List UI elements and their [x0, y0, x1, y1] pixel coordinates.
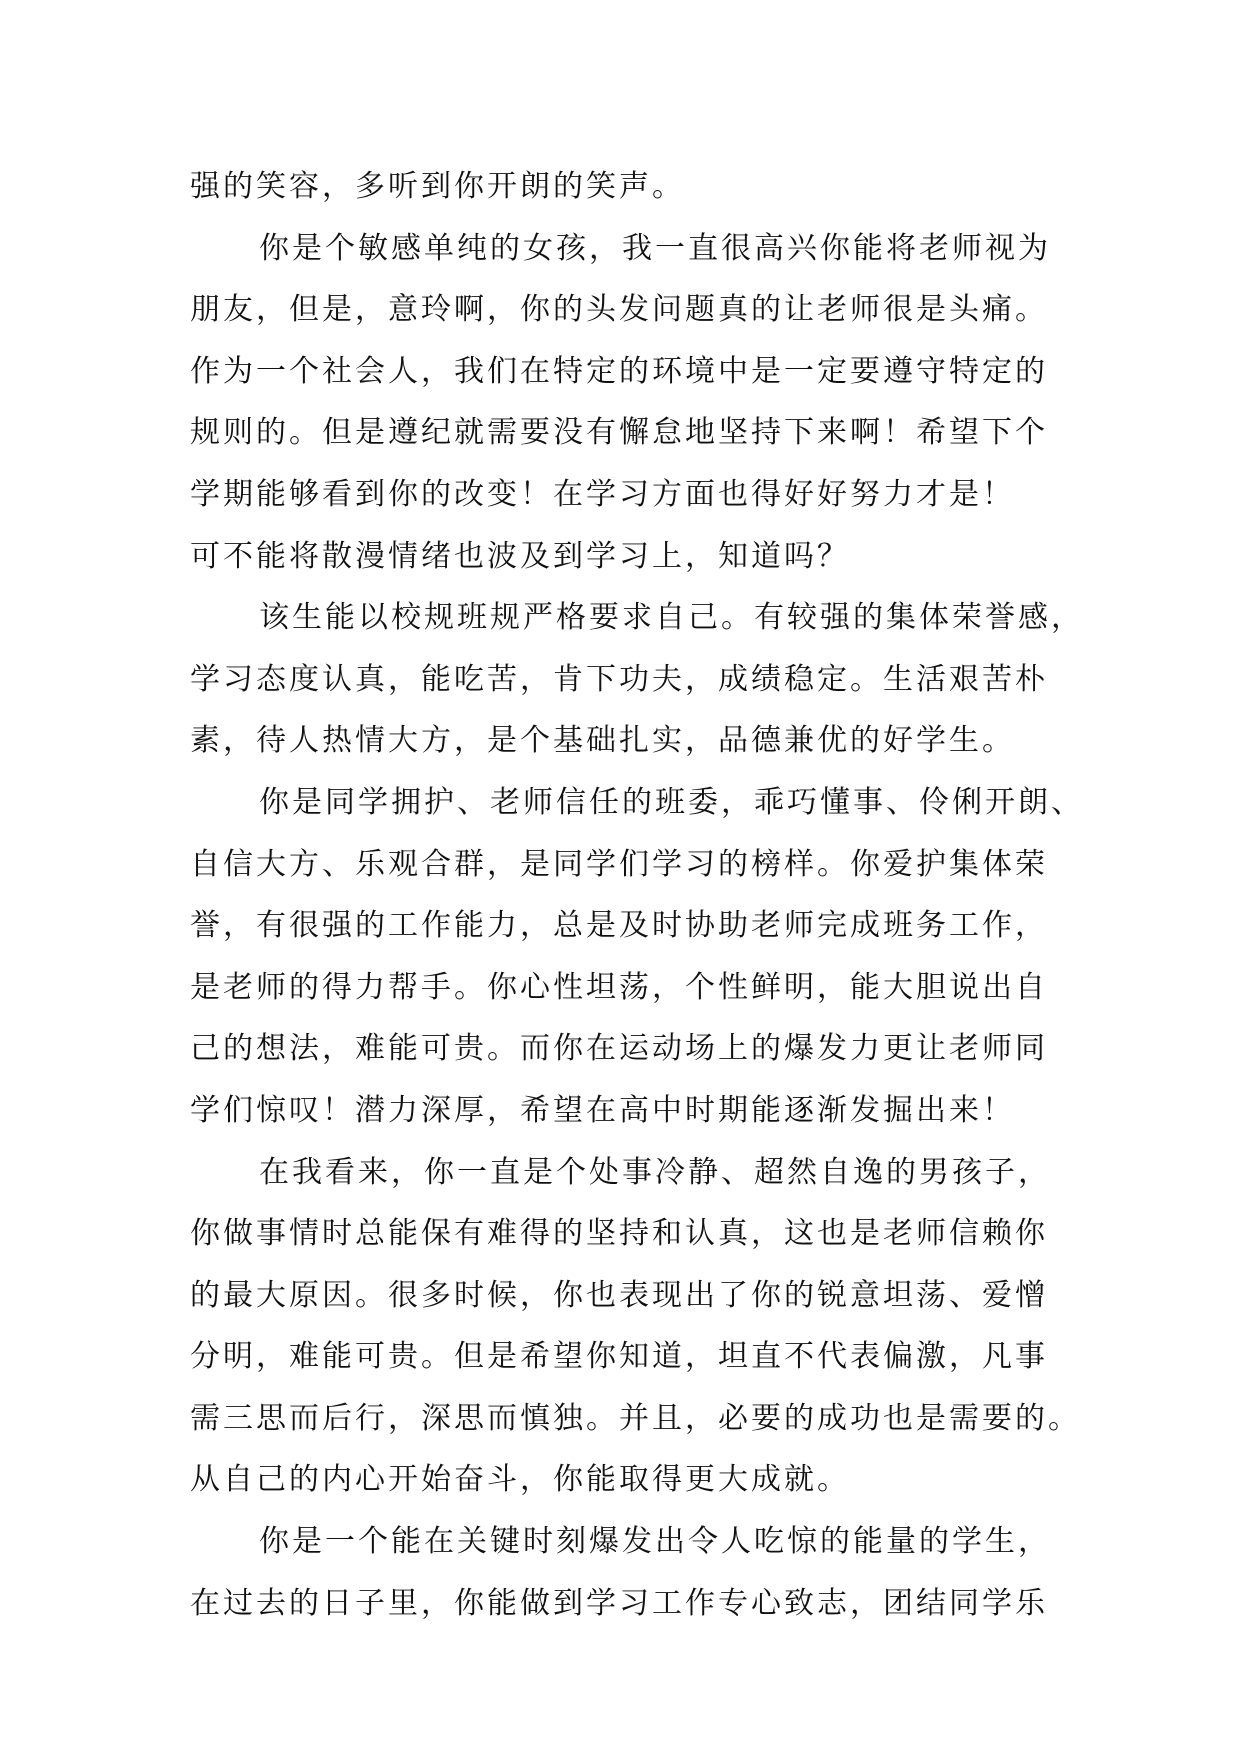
text-line: 学期能够看到你的改变！在学习方面也得好好努力才是！: [190, 476, 1015, 512]
text-line: 学习态度认真，能吃苦，肯下功夫，成绩稳定。生活艰苦朴: [190, 661, 1048, 697]
text-line: 分明，难能可贵。但是希望你知道，坦直不代表偏激，凡事: [190, 1339, 1048, 1375]
text-line: 规则的。但是遵纪就需要没有懈怠地坚持下来啊！希望下个: [190, 415, 1048, 451]
text-line: 朋友，但是，意玲啊，你的头发问题真的让老师很是头痛。: [190, 292, 1048, 328]
text-line: 素，待人热情大方，是个基础扎实，品德兼优的好学生。: [190, 723, 1015, 759]
text-line: 自信大方、乐观合群，是同学们学习的榜样。你爱护集体荣: [190, 846, 1048, 882]
document-body: [190, 156, 1084, 1634]
text-line: 誉，有很强的工作能力，总是及时协助老师完成班务工作，: [190, 908, 1048, 944]
text-line: 在过去的日子里，你能做到学习工作专心致志，团结同学乐: [190, 1585, 1048, 1621]
text-line: 从自己的内心开始奋斗，你能取得更大成就。: [190, 1462, 850, 1498]
text-line: 需三思而后行，深思而慎独。并且，必要的成功也是需要的。: [190, 1400, 1081, 1436]
text-line: 的最大原因。很多时候，你也表现出了你的锐意坦荡、爱憎: [190, 1277, 1048, 1313]
text-line: 己的想法，难能可贵。而你在运动场上的爆发力更让老师同: [190, 1031, 1048, 1067]
text-line: 强的笑容，多听到你开朗的笑声。: [190, 169, 685, 204]
text-line: 是老师的得力帮手。你心性坦荡，个性鲜明，能大胆说出自: [190, 969, 1048, 1005]
paragraph-first-line: 你是个敏感单纯的女孩，我一直很高兴你能将老师视为: [259, 230, 1051, 266]
text-line: 可不能将散漫情绪也波及到学习上，知道吗？: [190, 538, 850, 574]
text-line: 学们惊叹！潜力深厚，希望在高中时期能逐渐发掘出来！: [190, 1092, 1015, 1128]
paragraph-first-line: 你是同学拥护、老师信任的班委，乖巧懂事、伶俐开朗、: [259, 784, 1084, 820]
paragraph-first-line: 该生能以校规班规严格要求自己。有较强的集体荣誉感，: [259, 600, 1084, 636]
paragraph-first-line: 在我看来，你一直是个处事冷静、超然自逸的男孩子，: [259, 1154, 1051, 1190]
paragraph-first-line: 你是一个能在关键时刻爆发出令人吃惊的能量的学生，: [259, 1524, 1051, 1560]
text-line: 作为一个社会人，我们在特定的环境中是一定要遵守特定的: [190, 353, 1048, 389]
text-line: 你做事情时总能保有难得的坚持和认真，这也是老师信赖你: [190, 1216, 1048, 1252]
